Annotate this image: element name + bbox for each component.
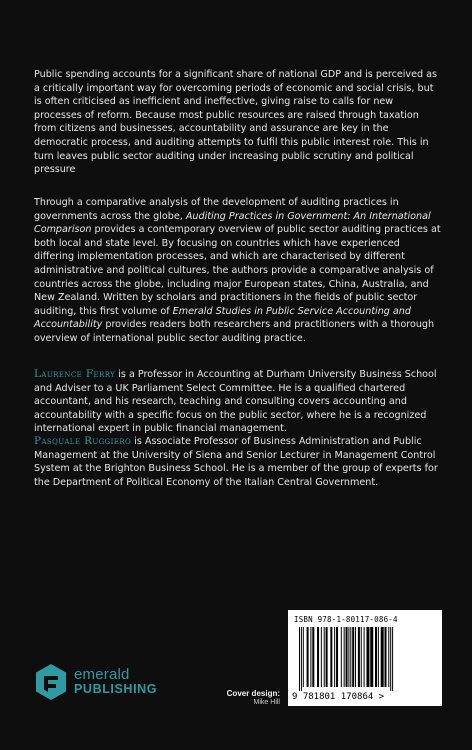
- blurb-paragraph-2-part-c: provides readers both researchers and practitioners with a thorough overview of international public sector auditing practice.: [34, 319, 435, 344]
- series-title: Emerald Studies in Public Service Accounting and Accountability: [34, 305, 411, 331]
- barcode-digits: 9 781801 170864 >: [292, 692, 385, 702]
- blurb-paragraph-1: Public spending accounts for a significant share of national GDP and is perceived as a critically important way for overcoming periods of economic and social crisis, but is often criticised as inefficient and ineffective, giving raise to calls for new processes of reform. Because most public resources are raised through taxation from citizens and businesses, accountability and assurance are key in the democratic process, and auditing attempts to fulfil this public interest role. This in turn leaves public sector auditing under increasing public scrutiny and political pressure: [34, 69, 438, 176]
- isbn-barcode: [288, 610, 442, 706]
- author-bio-1: [34, 368, 442, 436]
- cover-credit: [200, 689, 280, 706]
- author-bio-text-2: is Associate Professor of Business Administration and Public Management at the University of Siena and Senior Lecturer in Management Control System at the Brighton Business School. He is a member of the group of experts for the Department of Political Economy of the Italian Central Government.: [34, 436, 438, 488]
- publisher-subtitle: PUBLISHING: [74, 682, 158, 696]
- publisher-name: emerald: [74, 666, 130, 683]
- cover-designer-name: Mike Hill: [253, 699, 280, 706]
- author-name-2: Pasquale Ruggiero: [34, 435, 132, 447]
- publisher-logo: [34, 663, 184, 703]
- blurb-paragraph-2-part-b: provides a contemporary overview of public sector auditing practices at both local and state level. By focusing on countries which have experienced differing implementation processes, and which are characterised by different administrative and political cultures, the authors provide a comparative analysis of countries across the globe, including major European states, China, Australia, and New Zealand. Written by scholars and practitioners in the fields of public sector auditing, this first volume of: [34, 224, 441, 317]
- cover-design-label: Cover design:: [226, 689, 280, 698]
- emerald-logo-icon: [34, 663, 68, 701]
- author-bio-2: [34, 435, 442, 489]
- barcode-bars-icon: [293, 627, 437, 691]
- author-bio-text-1: is a Professor in Accounting at Durham University Business School and Adviser to a UK Parliament Select Committee. He is a qualified chartered accountant, and his research, teaching and consulting covers accounting and accountability with a specific focus on the public sector, where he is a recognized international expert in public financial management.: [34, 369, 437, 435]
- blurb-paragraph-2: [34, 196, 442, 346]
- book-title: Auditing Practices in Government: An International Comparison: [34, 210, 431, 236]
- blurb-paragraph-2-part-a: Through a comparative analysis of the development of auditing practices in governments across the globe,: [34, 197, 399, 222]
- author-name-1: Laurence Ferry: [34, 368, 116, 380]
- isbn-label: ISBN 978-1-80117-086-4: [294, 615, 398, 624]
